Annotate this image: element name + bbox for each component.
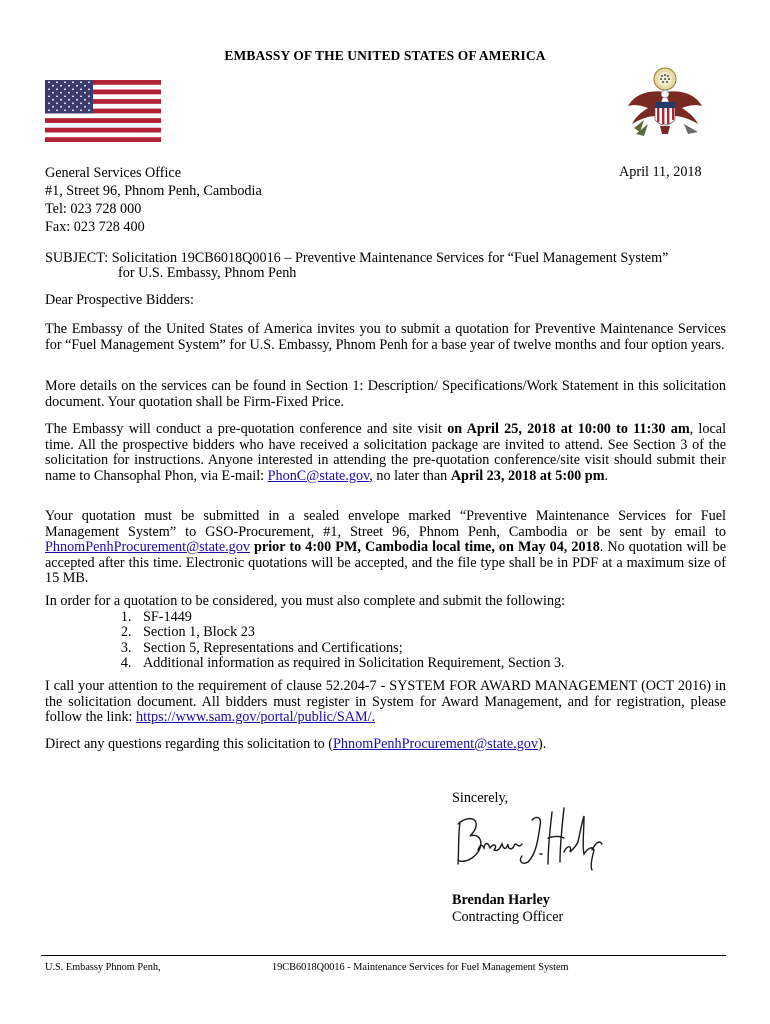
flag-star xyxy=(56,109,58,111)
embassy-seal-icon xyxy=(622,62,708,150)
flag-star xyxy=(72,109,74,111)
flag-star xyxy=(80,81,82,83)
phonc-email-link[interactable]: PhonC@state.gov xyxy=(267,467,370,484)
flag-star xyxy=(76,106,78,108)
questions-text-2: ). xyxy=(538,736,547,752)
sam-portal-link[interactable]: https://www.sam.gov/portal/public/SAM/. xyxy=(136,709,376,725)
paragraph-intro: The Embassy of the United States of America invites you to submit a quotation for Preventive Maintenance Services for “Fuel Management System” for U.S. Embassy, Phnom Penh for a base year of twelve months and four option years. xyxy=(45,321,726,353)
flag-star xyxy=(56,81,58,83)
flag-star xyxy=(72,95,74,97)
sam-text: I call your attention to the requirement of clause 52.204-7 - SYSTEM FOR AWARD MANAGEMENT (OCT 2016) in the solicitation document. All bidders must register in System for Award Management, and for registration, please follow the link: xyxy=(45,678,726,725)
flag-star xyxy=(52,85,54,87)
sincerely-text: Sincerely, xyxy=(452,790,509,806)
flag-star xyxy=(88,88,90,90)
sender-address-block xyxy=(45,164,262,236)
flag-star xyxy=(52,99,54,101)
footer-right: 19CB6018Q0016 - Maintenance Services for Fuel Management System xyxy=(272,962,569,973)
registration-deadline: April 23, 2018 at 5:00 pm xyxy=(450,467,605,484)
signer-role: Contracting Officer xyxy=(452,909,564,925)
flag-star xyxy=(60,99,62,101)
flag-star xyxy=(72,102,74,104)
conference-date: on April 25, 2018 at 10:00 to 11:30 am xyxy=(447,421,690,437)
paragraph-questions xyxy=(45,737,726,753)
requirement-item: 3. Section 5, Representations and Certifications; xyxy=(135,641,726,657)
greeting: Dear Prospective Bidders: xyxy=(45,292,194,308)
flag-star xyxy=(88,81,90,83)
flag-star xyxy=(76,99,78,101)
flag-star xyxy=(48,88,50,90)
flag-star xyxy=(48,95,50,97)
flag-star xyxy=(68,92,70,94)
flag-star xyxy=(72,88,74,90)
requirements-intro: In order for a quotation to be considered, you must also complete and submit the following: xyxy=(45,593,566,609)
flag-star xyxy=(48,81,50,83)
flag-star xyxy=(84,85,86,87)
flag-star xyxy=(64,88,66,90)
flag-star xyxy=(64,102,66,104)
requirement-item: 2. Section 1, Block 23 xyxy=(135,625,726,641)
flag-star xyxy=(76,92,78,94)
flag-star xyxy=(84,99,86,101)
questions-text-1: Direct any questions regarding this solicitation to ( xyxy=(45,736,334,752)
flag-star xyxy=(84,106,86,108)
conference-text-3: , no later than xyxy=(369,467,451,484)
paragraph-details: More details on the services can be found in Section 1: Description/ Specifications/Work Statement in this solicitation document. Your quotation shall be Firm-Fixed Price. xyxy=(45,378,726,410)
paragraph-submission xyxy=(45,509,726,587)
letter-date: April 11, 2018 xyxy=(619,164,702,180)
submission-text-1: Your quotation must be submitted in a sealed envelope marked “Preventive Maintenance Services for Fuel Management System” to GSO-Procurement, #1, Street 96, Phnom Penh, Cambodia or be sent by email to xyxy=(45,508,726,540)
paragraph-sam xyxy=(45,679,726,726)
sender-tel: Tel: 023 728 000 xyxy=(45,201,142,217)
flag-star xyxy=(64,95,66,97)
requirement-item: 4. Additional information as required in Solicitation Requirement, Section 3. xyxy=(135,656,726,672)
conference-text-1: The Embassy will conduct a pre-quotation conference and site visit xyxy=(45,421,448,437)
conference-text-2: , local time. All the prospective bidders who have received a solicitation package are invited to attend. See Section 3 of the solicitation for instructions. Anyone interested in attending the pre-quotation conference/site visit should submit their name to Chansophal Phon, via E-mail: xyxy=(45,421,727,484)
flag-star xyxy=(60,85,62,87)
flag-star xyxy=(48,109,50,111)
sender-fax: Fax: 023 728 400 xyxy=(45,219,145,235)
subject-line xyxy=(45,251,726,281)
flag-star xyxy=(88,109,90,111)
flag-star xyxy=(56,102,58,104)
flag-star xyxy=(76,85,78,87)
flag-star xyxy=(64,81,66,83)
requirements-list xyxy=(45,610,726,672)
flag-star xyxy=(64,109,66,111)
footer-left: U.S. Embassy Phnom Penh, xyxy=(45,962,161,973)
flag-star xyxy=(52,106,54,108)
flag-star xyxy=(56,95,58,97)
us-flag-icon xyxy=(45,80,161,142)
flag-star xyxy=(80,102,82,104)
flag-star xyxy=(88,102,90,104)
flag-star xyxy=(68,99,70,101)
flag-star xyxy=(72,81,74,83)
requirements-section xyxy=(45,594,726,672)
submission-deadline: prior to 4:00 PM, Cambodia local time, on May 04, 2018 xyxy=(249,539,600,555)
procurement-email-link[interactable]: PhnomPenhProcurement@state.gov xyxy=(45,539,250,555)
sender-street: #1, Street 96, Phnom Penh, Cambodia xyxy=(45,183,262,199)
flag-star xyxy=(56,88,58,90)
sender-office: General Services Office xyxy=(45,165,182,181)
flag-star xyxy=(60,106,62,108)
flag-star xyxy=(48,102,50,104)
signer-name: Brendan Harley xyxy=(452,892,550,908)
letterhead-title: EMBASSY OF THE UNITED STATES OF AMERICA xyxy=(224,48,546,63)
signature-image xyxy=(452,802,607,872)
flag-star xyxy=(84,92,86,94)
subject-line-2: for U.S. Embassy, Phnom Penh xyxy=(118,265,297,281)
flag-star xyxy=(88,95,90,97)
flag-star xyxy=(80,88,82,90)
flag-star xyxy=(68,106,70,108)
footer-divider xyxy=(41,955,726,956)
flag-star xyxy=(52,92,54,94)
conference-text-4: . xyxy=(604,467,609,484)
subject-line-1: SUBJECT: Solicitation 19CB6018Q0016 – Preventive Maintenance Services for “Fuel Management System” xyxy=(45,250,669,266)
flag-star xyxy=(60,92,62,94)
submission-text-2: . No quotation will be accepted after this time. Electronic quotations will be accepted, and the file type shall be in PDF at a maximum size of 15 MB. xyxy=(45,539,726,586)
flag-star xyxy=(80,109,82,111)
paragraph-conference xyxy=(45,422,726,484)
requirement-item: 1. SF-1449 xyxy=(135,610,726,626)
questions-email-link[interactable]: PhnomPenhProcurement@state.gov xyxy=(333,736,538,752)
flag-star xyxy=(80,95,82,97)
flag-star xyxy=(68,85,70,87)
